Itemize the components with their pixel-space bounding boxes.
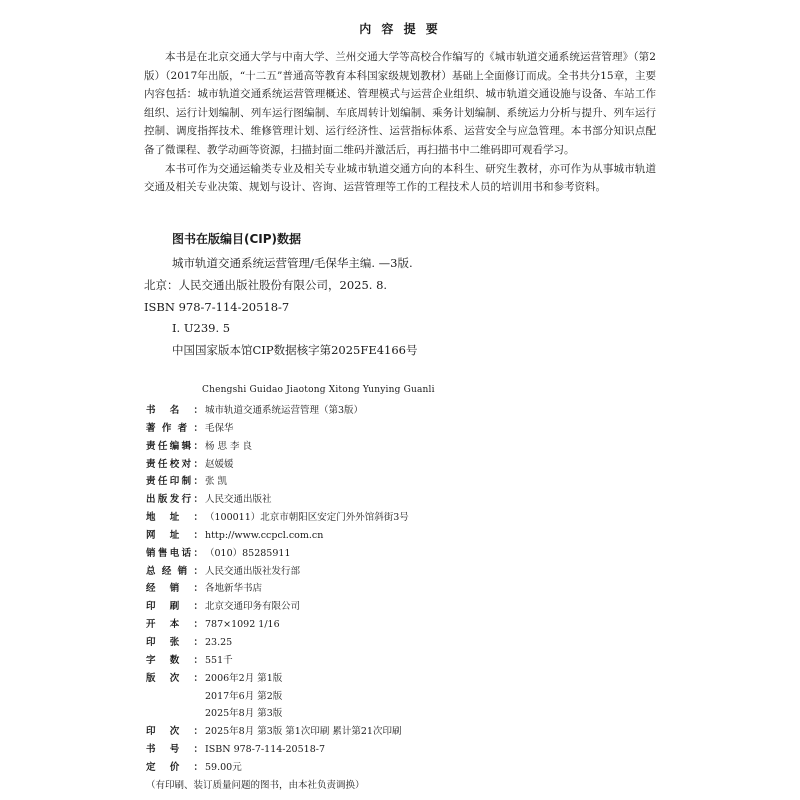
colophon-row-book-title [146,402,706,420]
colophon-value: 杨 思 李 良 [205,440,253,452]
colophon-row-distributor [146,580,706,598]
colophon-value: 787×1092 1/16 [205,619,280,631]
cip-data-block [144,253,664,362]
colophon-value: http://www.ccpcl.com.cn [205,529,324,541]
colophon-label: 著作者： [146,422,203,434]
cip-heading: 图书在版编目(CIP)数据 [172,232,302,246]
colophon-label: 印张： [146,636,203,648]
colophon-value: ISBN 978-7-114-20518-7 [205,744,325,756]
colophon-label: 开本： [146,619,203,631]
colophon-row-publisher [146,491,706,509]
colophon-value: 23.25 [205,636,233,648]
summary-title: 内 容 提 要 [359,22,441,36]
colophon-value: 2025年8月 第3版 第1次印刷 累计第21次印刷 [205,726,402,738]
colophon-label: 印刷： [146,601,203,613]
summary-paragraph: 本书可作为交通运输类专业及相关专业城市轨道交通方向的本科生、研究生教材，亦可作为从事城市轨道交通及相关专业决策、规划与设计、咨询、运营管理等工作的工程技术人员的培训用书和参考资料。 [144,162,656,194]
colophon-value: 北京交通印务有限公司 [205,601,301,613]
colophon-value: 551千 [205,654,233,666]
colophon-value: 2025年8月 第3版 [205,708,283,720]
colophon-label: 出版发行： [146,494,203,506]
colophon-row-price [146,759,706,777]
colophon-row-edition [146,670,706,688]
pinyin-title: Chengshi Guidao Jiaotong Xitong Yunying Guanli [202,385,435,395]
summary-paragraph: 本书是在北京交通大学与中南大学、兰州交通大学等高校合作编写的《城市轨道交通系统运营管理》（第2版）（2017年出版，“十二五”普通高等教育本科国家级规划教材）基础上全面修订而成。全书共分15章，主要内容包括：城市轨道交通系统运营管理概述、管理模式与运营企业组织、城市轨道交通设施与设备、车站工作组织、运行计划编制、列车运行图编制、车底周转计划编制、乘务计划编制、系统运力分析与提升、列车运行控制、调度指挥技术、维修管理计划、运行经济性、运营指标体系、运营安全与应急管理。本书部分知识点配备了微课程、教学动画等资源，扫描封面二维码并激活后，再扫描书中二维码即可观看学习。 [144,51,656,156]
colophon-label: 经销： [146,583,203,595]
colophon-row-format [146,616,706,634]
colophon-row-general-distributor [146,563,706,581]
colophon-value: 赵媛媛 [205,458,234,470]
cip-line-record-number: 中国国家版本馆CIP数据核字第2025FE4166号 [172,343,418,358]
colophon-label: 定价： [146,761,203,773]
colophon-value: 2017年6月 第2版 [205,690,283,702]
colophon-row-address [146,509,706,527]
colophon-value: 2006年2月 第1版 [205,672,283,684]
colophon-row-print-supervisor [146,473,706,491]
colophon-row-word-count [146,652,706,670]
cip-line-classification: Ⅰ. U239. 5 [172,321,231,336]
colophon-label: 书名： [146,405,203,416]
colophon-value: 人民交通出版社 [205,494,272,506]
colophon-label: 书号： [146,744,203,756]
colophon-row-sales-phone [146,545,706,563]
colophon-row-editors [146,438,706,456]
colophon-row-edition [146,688,706,706]
colophon-label: 地址： [146,512,203,524]
colophon-label: 责任校对： [146,458,203,470]
colophon-label: 责任印制： [146,476,203,488]
colophon-value: 人民交通出版社发行部 [205,565,301,577]
colophon-label: 印次： [146,726,203,738]
quality-footnote: （有印刷、装订质量问题的图书，由本社负责调换） [146,779,365,791]
colophon-row-edition [146,705,706,723]
colophon-row-sheets [146,634,706,652]
colophon-label: 销售电话： [146,547,203,559]
colophon-row-proofreader [146,456,706,474]
cip-line-isbn: ISBN 978-7-114-20518-7 [144,299,290,314]
colophon-row-printing [146,723,706,741]
colophon-label: 网址： [146,529,203,541]
summary-block [144,48,656,197]
colophon-value: （010）85285911 [205,547,291,559]
colophon-row-author [146,420,706,438]
colophon-row-website [146,527,706,545]
colophon-value: 各地新华书店 [205,583,263,595]
colophon-label: 字数： [146,654,203,666]
colophon-row-isbn [146,741,706,759]
colophon-label: 版次： [146,672,203,684]
cip-line-title: 城市轨道交通系统运营管理/毛保华主编. —3版. [172,256,413,270]
colophon-label: 总经销： [146,565,203,577]
colophon-value: 张 凯 [205,476,228,488]
cip-line-publisher: 北京：人民交通出版社股份有限公司，2025. 8. [144,277,388,292]
colophon-value: 城市轨道交通系统运营管理（第3版） [205,405,364,416]
colophon-label: 责任编辑： [146,440,203,452]
colophon-row-printer [146,598,706,616]
colophon-value: 毛保华 [205,422,234,434]
colophon-table [146,402,706,795]
colophon-value: 59.00元 [205,761,242,773]
colophon-value: （100011）北京市朝阳区安定门外外馆斜街3号 [205,512,409,524]
